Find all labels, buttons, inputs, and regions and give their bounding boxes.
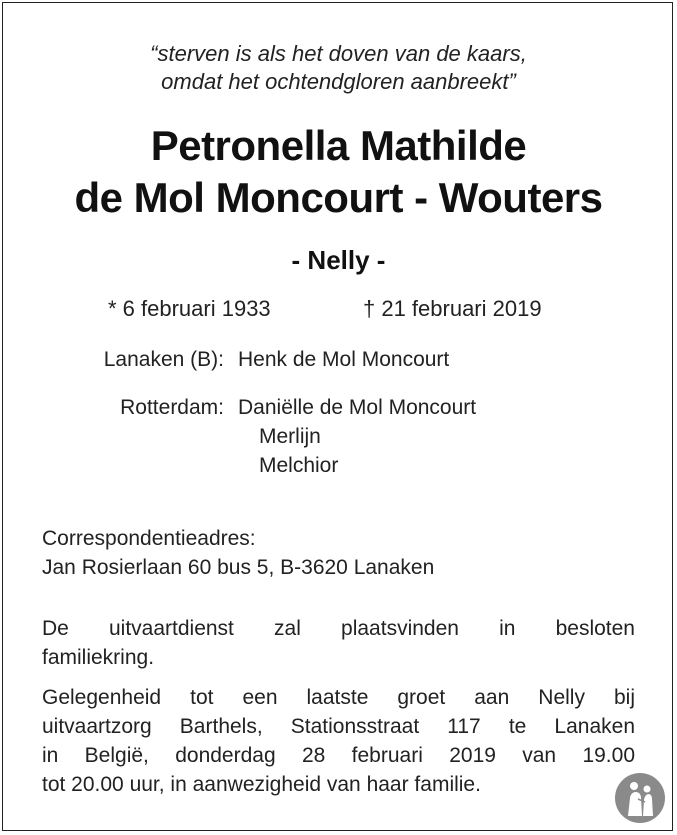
relative-name: Merlijn bbox=[259, 425, 321, 448]
funeral-line-2: familiekring. bbox=[42, 646, 155, 669]
relative-name: Henk de Mol Moncourt bbox=[238, 348, 450, 371]
mourning-figures-icon bbox=[614, 772, 666, 824]
farewell-paragraph bbox=[42, 683, 635, 799]
quote-line-2: omdat het ochtendgloren aanbreekt” bbox=[161, 69, 516, 94]
correspondence-address: Jan Rosierlaan 60 bus 5, B-3620 Lanaken bbox=[42, 556, 435, 579]
farewell-line-1: Gelegenheid tot een laatste groet aan Nelly bij bbox=[42, 686, 635, 709]
nickname: - Nelly - bbox=[291, 245, 386, 275]
quote-line-1: “sterven is als het doven van de kaars, bbox=[150, 41, 527, 66]
correspondence-block bbox=[42, 524, 635, 582]
name-line-2: de Mol Moncourt - Wouters bbox=[74, 174, 603, 221]
farewell-line-2: uitvaartzorg Barthels, Stationsstraat 117 te Lanaken bbox=[42, 715, 635, 738]
quote bbox=[0, 40, 677, 96]
funeral-paragraph bbox=[42, 614, 635, 672]
death-date: † 21 februari 2019 bbox=[363, 296, 542, 321]
correspondence-label: Correspondentieadres: bbox=[42, 527, 256, 550]
farewell-line-4: tot 20.00 uur, in aanwezigheid van haar familie. bbox=[42, 773, 481, 796]
relative-name: Daniëlle de Mol Moncourt bbox=[238, 396, 477, 419]
farewell-line-3: in België, donderdag 28 februari 2019 van 19.00 bbox=[42, 744, 635, 767]
deceased-name bbox=[0, 120, 677, 224]
funeral-line-1: De uitvaartdienst zal plaatsvinden in besloten bbox=[42, 617, 635, 640]
name-line-1: Petronella Mathilde bbox=[150, 122, 527, 169]
birth-date: * 6 februari 1933 bbox=[108, 296, 271, 321]
relative-name: Melchior bbox=[259, 454, 339, 477]
